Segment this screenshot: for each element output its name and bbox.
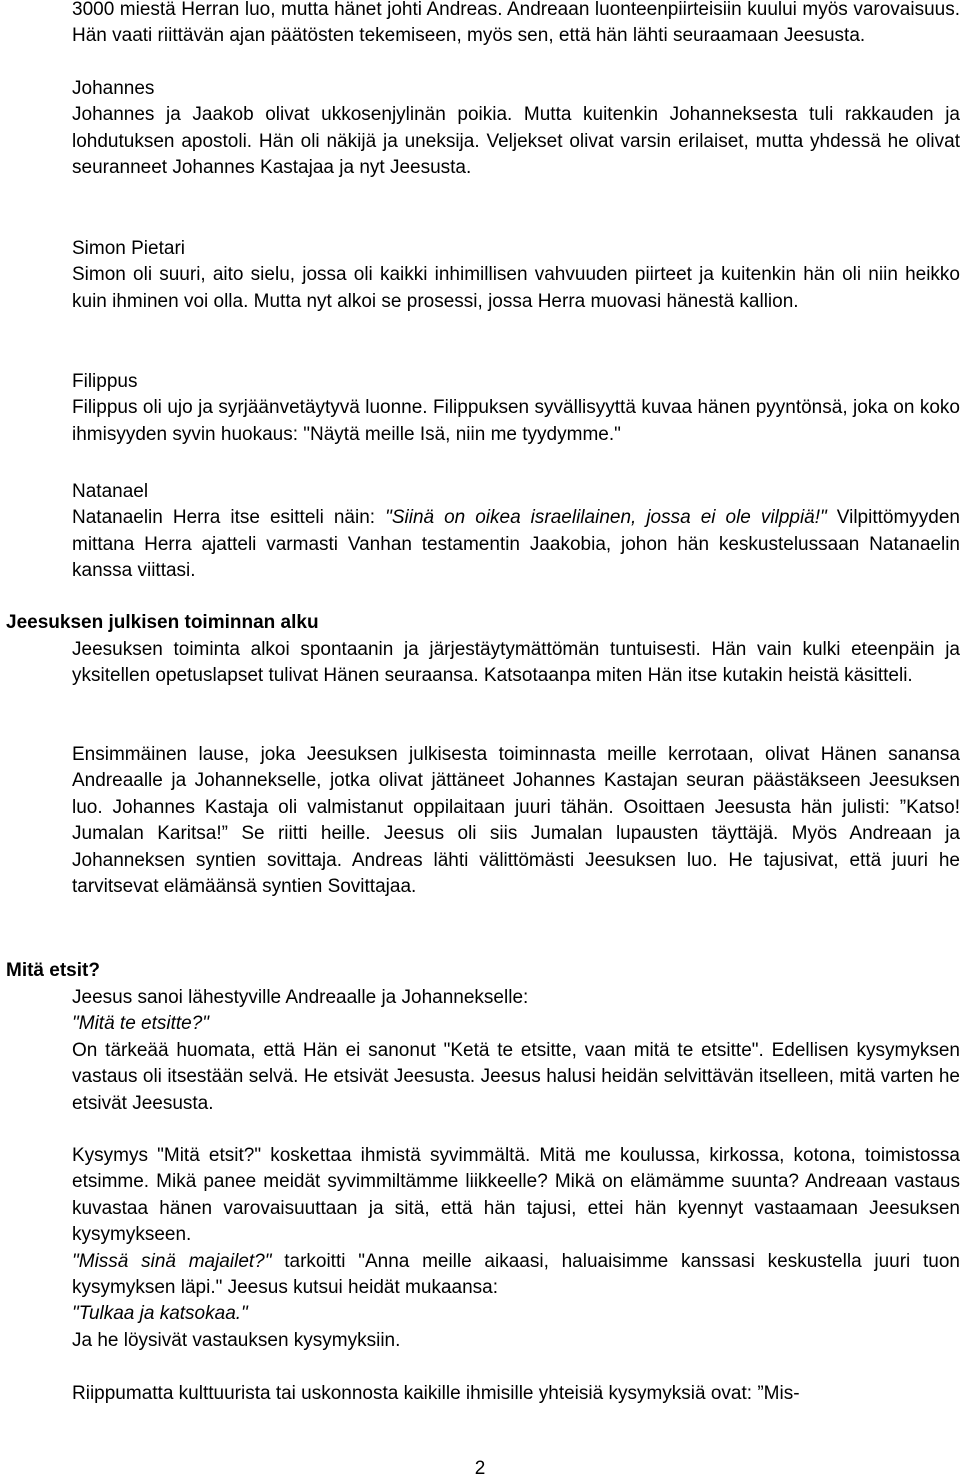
apostle-quote: "Siinä on oikea israelilainen, jossa ei ole vilppiä!" (385, 507, 827, 529)
apostle-name: Simon Pietari (72, 238, 185, 259)
quote-text: "Tulkaa ja katsokaa." (72, 1303, 248, 1325)
apostle-johannes (72, 76, 960, 182)
section2-paragraph-3 (72, 1381, 960, 1407)
paragraph-text: Riippumatta kulttuurista tai uskonnosta kaikille ihmisille yhteisiä kysymyksiä ovat: ”Mis- (72, 1383, 800, 1404)
section2-intro (72, 985, 960, 1117)
quote-text: "Mitä te etsitte?" (72, 1013, 210, 1035)
apostle-name: Johannes (72, 78, 155, 99)
apostle-name: Filippus (72, 371, 138, 392)
section2-paragraph-2 (72, 1143, 960, 1354)
intro-paragraph (72, 0, 960, 50)
section-heading: Mitä etsit? (6, 960, 100, 981)
paragraph-text: Ensimmäinen lause, joka Jeesuksen julkisesta toiminnasta meille kerrotaan, olivat Hänen sanansa Andreaalle ja Johannekselle, jotka olivat jättäneet Johannes Kastajan seuran päästäkseen Jeesuksen luo. Johannes Kastaja oli valmistanut oppilaitaan juuri tähän. Osoittaen Jeesusta hän julisti: ”Katso! Jumalan Karitsa!” Se riitti heille. Jeesus oli siis Jumalan lupausten täyttäjä. Myös Andreaan ja Johanneksen syntien sovittaja. Andreas lähti välittömästi Jeesuksen luo. He tajusivat, että juuri he tarvitsevat elämäänsä syntien Sovittajaa. (72, 744, 960, 898)
paragraph-text: Jeesus sanoi lähestyville Andreaalle ja Johannekselle: (72, 987, 529, 1008)
page-number: 2 (474, 1458, 486, 1479)
apostle-text-before: Natanaelin Herra itse esitteli näin: (72, 507, 386, 529)
apostle-text (72, 505, 960, 584)
quote-text: "Missä sinä majailet?" (72, 1250, 272, 1272)
paragraph-text: Ja he löysivät vastauksen kysymyksiin. (72, 1329, 401, 1351)
apostle-text: Simon oli suuri, aito sielu, jossa oli kaikki inhimillisen vahvuuden piirteet ja kuitenkin hän oli niin heikko kuin ihminen voi olla. Mutta nyt alkoi se prosessi, jossa Herra muovasi hänestä kallion. (72, 264, 960, 312)
apostle-natanael (72, 479, 960, 585)
apostle-text: Johannes ja Jaakob olivat ukkosenjylinän poikia. Mutta kuitenkin Johanneksesta tuli rakkauden ja lohdutuksen apostoli. Hän oli näkijä ja uneksija. Veljekset olivat varsin erilaiset, mutta yhdessä he olivat seuranneet Johannes Kastajaa ja nyt Jeesusta. (72, 104, 960, 179)
paragraph-text: Jeesuksen toiminta alkoi spontaanin ja järjestäytymättömän tuntuisesti. Hän vain kulki eteenpäin ja yksitellen opetuslapset tulivat Hänen seuraansa. Katsotaanpa miten Hän itse kutakin heistä käsitteli. (72, 639, 960, 687)
paragraph-text: On tärkeää huomata, että Hän ei sanonut "Ketä te etsitte, vaan mitä te etsitte". Edellisen kysymyksen vastaus oli itsestään selvä. He etsivät Jeesusta. Jeesus halusi heidän selvittävän itselleen, mitä varten he etsivät Jeesusta. (72, 1039, 960, 1114)
apostle-text: Filippus oli ujo ja syrjäänvetäytyvä luonne. Filippuksen syvällisyyttä kuvaa hänen pyyntönsä, joka on koko ihmisyyden syvin huokaus: "Näytä meille Isä, niin me tyydymme." (72, 397, 960, 445)
apostle-filippus (72, 369, 960, 448)
apostle-text-after: Vilpittömyyden mittana Herra ajatteli varmasti Vanhan testamentin Jaakobia, johon hän keskustelussaan Natanaelin kanssa viittasi. (72, 507, 960, 582)
section1-paragraph-1 (72, 637, 960, 690)
section1-paragraph-2 (72, 742, 960, 900)
apostle-simon-pietari (72, 236, 960, 315)
section-heading: Jeesuksen julkisen toiminnan alku (6, 612, 319, 633)
paragraph-text-span: tarkoitti "Anna meille aikaasi, haluaisimme kanssasi keskustella juuri tuon kysymyksen läpi." Jeesus kutsui heidät mukaansa: (72, 1250, 960, 1299)
apostle-name: Natanael (72, 481, 149, 502)
intro-text: 3000 miestä Herran luo, mutta hänet johti Andreas. Andreaan luonteenpiirteisiin kuului myös varovaisuus. Hän vaati riittävän ajan päätösten tekemiseen, myös sen, että hän lähti seuraamaan Jeesusta. (72, 0, 960, 47)
paragraph-text: Kysymys "Mitä etsit?" koskettaa ihmistä syvimmältä. Mitä me koulussa, kirkossa, kotona, toimistossa etsimme. Mikä panee meidät syvimmiltämme liikkeelle? Mikä on elämämme suunta? Andreaan vastaus kuvastaa hänen varovaisuuttaan ja sitä, että hän tajusi, ettei hän kyennyt vastaamaan Jeesuksen kysymykseen. (72, 1145, 960, 1246)
paragraph-text (72, 1249, 960, 1302)
